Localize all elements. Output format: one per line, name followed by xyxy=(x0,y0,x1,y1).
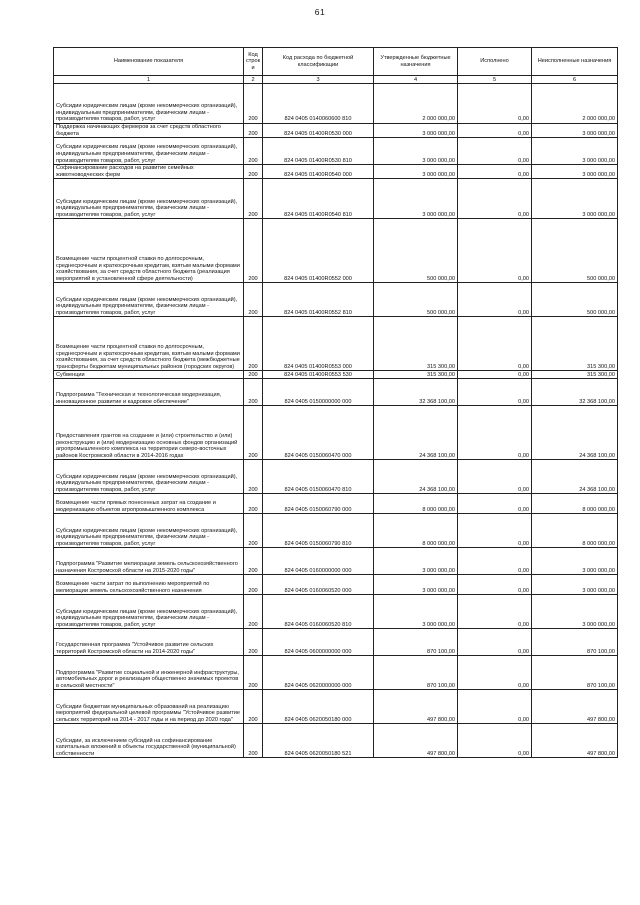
row-line-code-cell: 200 xyxy=(244,219,263,283)
row-name-cell: Государственная программа "Устойчивое развитие сельских территорий Костромской области на 2014-2020 годы" xyxy=(54,629,244,656)
column-number: 5 xyxy=(458,76,532,84)
row-line-code-cell: 200 xyxy=(244,690,263,724)
row-name-cell: Поддержка начинающих фермеров за счет средств областного бюджета xyxy=(54,124,244,138)
header-remaining: Неисполненные назначения xyxy=(532,48,618,76)
row-remaining-cell: 3 000 000,00 xyxy=(532,124,618,138)
row-executed-cell: 0,00 xyxy=(458,219,532,283)
row-executed-cell: 0,00 xyxy=(458,460,532,494)
row-expense-code-cell: 824 0405 0620050180 521 xyxy=(263,724,374,758)
row-approved-cell: 24 368 100,00 xyxy=(374,460,458,494)
row-remaining-cell: 8 000 000,00 xyxy=(532,514,618,548)
row-executed-cell: 0,00 xyxy=(458,629,532,656)
row-remaining-cell: 870 100,00 xyxy=(532,656,618,690)
row-line-code-cell: 200 xyxy=(244,548,263,575)
row-name-cell: Субсидии юридическим лицам (кроме некоммерческих организаций), индивидуальным предпринимателям, физическим лицам - производителям товаров, работ, услуг xyxy=(54,514,244,548)
row-line-code-cell: 200 xyxy=(244,371,263,379)
row-remaining-cell: 8 000 000,00 xyxy=(532,494,618,514)
row-approved-cell: 497 800,00 xyxy=(374,724,458,758)
row-expense-code-cell: 824 0405 01400R0552 810 xyxy=(263,283,374,317)
row-executed-cell: 0,00 xyxy=(458,124,532,138)
table-row xyxy=(54,514,618,548)
table-row xyxy=(54,656,618,690)
row-name-cell: Субсидии юридическим лицам (кроме некоммерческих организаций), индивидуальным предпринимателям, физическим лицам - производителям товаров, работ, услуг xyxy=(54,84,244,124)
budget-execution-table xyxy=(53,47,618,758)
table-row xyxy=(54,84,618,124)
row-line-code-cell: 200 xyxy=(244,379,263,406)
row-expense-code-cell: 824 0405 0150060470 000 xyxy=(263,406,374,460)
table-row xyxy=(54,575,618,595)
table-row xyxy=(54,629,618,656)
row-approved-cell: 3 000 000,00 xyxy=(374,165,458,179)
row-remaining-cell: 24 368 100,00 xyxy=(532,406,618,460)
table-row xyxy=(54,379,618,406)
row-executed-cell: 0,00 xyxy=(458,283,532,317)
row-expense-code-cell: 824 0405 0150000000 000 xyxy=(263,379,374,406)
table-row xyxy=(54,690,618,724)
row-expense-code-cell: 824 0405 01400R0553 000 xyxy=(263,317,374,371)
column-number: 1 xyxy=(54,76,244,84)
row-remaining-cell: 497 800,00 xyxy=(532,724,618,758)
row-remaining-cell: 3 000 000,00 xyxy=(532,575,618,595)
row-executed-cell: 0,00 xyxy=(458,84,532,124)
row-approved-cell: 500 000,00 xyxy=(374,283,458,317)
row-executed-cell: 0,00 xyxy=(458,406,532,460)
row-expense-code-cell: 824 0405 0160000000 000 xyxy=(263,548,374,575)
row-expense-code-cell: 824 0405 01400R0540 810 xyxy=(263,179,374,219)
row-line-code-cell: 200 xyxy=(244,283,263,317)
row-expense-code-cell: 824 0405 0620050180 000 xyxy=(263,690,374,724)
row-name-cell: Субсидии юридическим лицам (кроме некоммерческих организаций), индивидуальным предпринимателям, физическим лицам - производителям товаров, работ, услуг xyxy=(54,460,244,494)
row-expense-code-cell: 824 0405 0150060790 810 xyxy=(263,514,374,548)
page-number: 61 xyxy=(314,7,326,17)
row-expense-code-cell: 824 0405 01400R0530 000 xyxy=(263,124,374,138)
row-line-code-cell: 200 xyxy=(244,629,263,656)
row-name-cell: Возмещение части процентной ставки по долгосрочным, среднесрочным и краткосрочным кредитам, взятым малыми формами хозяйствования, за счет средств областного бюджета (реализация мероприятий в установленной сфере деятельности) xyxy=(54,219,244,283)
row-executed-cell: 0,00 xyxy=(458,371,532,379)
row-executed-cell: 0,00 xyxy=(458,165,532,179)
table-row xyxy=(54,548,618,575)
row-approved-cell: 2 000 000,00 xyxy=(374,84,458,124)
column-number-row xyxy=(54,76,618,84)
row-line-code-cell: 200 xyxy=(244,494,263,514)
table-row xyxy=(54,724,618,758)
row-expense-code-cell: 824 0405 0150060470 810 xyxy=(263,460,374,494)
header-approved: Утвержденные бюджетные назначения xyxy=(374,48,458,76)
row-remaining-cell: 3 000 000,00 xyxy=(532,548,618,575)
row-remaining-cell: 3 000 000,00 xyxy=(532,165,618,179)
row-line-code-cell: 200 xyxy=(244,124,263,138)
row-approved-cell: 3 000 000,00 xyxy=(374,595,458,629)
row-name-cell: Возмещение части затрат по выполнению мероприятий по мелиорации земель сельскохозяйственного назначения xyxy=(54,575,244,595)
row-remaining-cell: 315 300,00 xyxy=(532,371,618,379)
table-row xyxy=(54,138,618,165)
row-remaining-cell: 3 000 000,00 xyxy=(532,138,618,165)
header-expense-code: Код расхода по бюджетной классификации xyxy=(263,48,374,76)
row-expense-code-cell: 824 0405 0160060520 000 xyxy=(263,575,374,595)
row-line-code-cell: 200 xyxy=(244,514,263,548)
header-executed: Исполнено xyxy=(458,48,532,76)
table-row xyxy=(54,165,618,179)
row-approved-cell: 315 300,00 xyxy=(374,371,458,379)
row-approved-cell: 8 000 000,00 xyxy=(374,494,458,514)
row-executed-cell: 0,00 xyxy=(458,379,532,406)
row-line-code-cell: 200 xyxy=(244,84,263,124)
row-name-cell: Субсидии, за исключением субсидий на софинансирование капитальных вложений в объекты государственной (муниципальной) собственности xyxy=(54,724,244,758)
row-executed-cell: 0,00 xyxy=(458,690,532,724)
column-number: 4 xyxy=(374,76,458,84)
row-approved-cell: 3 000 000,00 xyxy=(374,124,458,138)
row-name-cell: Субсидии бюджетам муниципальных образований на реализацию мероприятий федеральной целевой программы "Устойчивое развитие сельских территорий на 2014 - 2017 годы и на период до 2020 года" xyxy=(54,690,244,724)
row-executed-cell: 0,00 xyxy=(458,317,532,371)
table-header-row xyxy=(54,48,618,76)
row-executed-cell: 0,00 xyxy=(458,494,532,514)
row-approved-cell: 32 368 100,00 xyxy=(374,379,458,406)
row-remaining-cell: 24 368 100,00 xyxy=(532,460,618,494)
row-approved-cell: 500 000,00 xyxy=(374,219,458,283)
row-name-cell: Подпрограмма "Развитие социальной и инженерной инфраструктуры, автомобильных дорог и реализация общественно значимых проектов в сельской местности" xyxy=(54,656,244,690)
row-line-code-cell: 200 xyxy=(244,138,263,165)
row-approved-cell: 3 000 000,00 xyxy=(374,138,458,165)
row-remaining-cell: 497 800,00 xyxy=(532,690,618,724)
table-body xyxy=(54,84,618,758)
row-remaining-cell: 500 000,00 xyxy=(532,283,618,317)
row-line-code-cell: 200 xyxy=(244,724,263,758)
row-expense-code-cell: 824 0405 01400R0553 530 xyxy=(263,371,374,379)
row-line-code-cell: 200 xyxy=(244,317,263,371)
table-row xyxy=(54,371,618,379)
row-approved-cell: 315 300,00 xyxy=(374,317,458,371)
row-remaining-cell: 2 000 000,00 xyxy=(532,84,618,124)
row-remaining-cell: 870 100,00 xyxy=(532,629,618,656)
row-line-code-cell: 200 xyxy=(244,460,263,494)
row-name-cell: Подпрограмма "Развитие мелиорации земель сельскохозяйственного назначения Костромской области на 2015-2020 годы" xyxy=(54,548,244,575)
row-expense-code-cell: 824 0405 0600000000 000 xyxy=(263,629,374,656)
row-executed-cell: 0,00 xyxy=(458,595,532,629)
table-row xyxy=(54,124,618,138)
table-row xyxy=(54,595,618,629)
row-expense-code-cell: 824 0405 01400R0540 000 xyxy=(263,165,374,179)
row-remaining-cell: 3 000 000,00 xyxy=(532,595,618,629)
row-remaining-cell: 3 000 000,00 xyxy=(532,179,618,219)
row-name-cell: Субсидии юридическим лицам (кроме некоммерческих организаций), индивидуальным предпринимателям, физическим лицам - производителям товаров, работ, услуг xyxy=(54,138,244,165)
row-name-cell: Возмещение части прямых понесенных затрат на создание и модернизацию объектов агропромышленного комплекса xyxy=(54,494,244,514)
row-expense-code-cell: 824 0405 0620000000 000 xyxy=(263,656,374,690)
row-expense-code-cell: 824 0405 0140060600 810 xyxy=(263,84,374,124)
row-line-code-cell: 200 xyxy=(244,165,263,179)
table-row xyxy=(54,406,618,460)
row-executed-cell: 0,00 xyxy=(458,548,532,575)
table-row xyxy=(54,460,618,494)
row-line-code-cell: 200 xyxy=(244,595,263,629)
row-line-code-cell: 200 xyxy=(244,179,263,219)
table-row xyxy=(54,317,618,371)
row-approved-cell: 3 000 000,00 xyxy=(374,548,458,575)
table-row xyxy=(54,219,618,283)
table-row xyxy=(54,283,618,317)
row-name-cell: Субвенции xyxy=(54,371,244,379)
row-name-cell: Возмещение части процентной ставки по долгосрочным, среднесрочным и краткосрочным кредитам, взятым малыми формами хозяйствования, за счет средств областного бюджета (межбюджетные трансферты бюджетам муниципальных районов (городских округов) xyxy=(54,317,244,371)
row-executed-cell: 0,00 xyxy=(458,514,532,548)
row-executed-cell: 0,00 xyxy=(458,724,532,758)
header-line-code: Код строк и xyxy=(244,48,263,76)
row-approved-cell: 497 800,00 xyxy=(374,690,458,724)
row-remaining-cell: 315 300,00 xyxy=(532,317,618,371)
row-approved-cell: 3 000 000,00 xyxy=(374,179,458,219)
row-approved-cell: 3 000 000,00 xyxy=(374,575,458,595)
row-approved-cell: 870 100,00 xyxy=(374,656,458,690)
row-name-cell: Субсидии юридическим лицам (кроме некоммерческих организаций), индивидуальным предпринимателям, физическим лицам - производителям товаров, работ, услуг xyxy=(54,283,244,317)
row-executed-cell: 0,00 xyxy=(458,179,532,219)
table-row xyxy=(54,179,618,219)
row-approved-cell: 8 000 000,00 xyxy=(374,514,458,548)
row-line-code-cell: 200 xyxy=(244,406,263,460)
row-line-code-cell: 200 xyxy=(244,656,263,690)
row-executed-cell: 0,00 xyxy=(458,138,532,165)
column-number: 2 xyxy=(244,76,263,84)
row-executed-cell: 0,00 xyxy=(458,656,532,690)
column-number: 6 xyxy=(532,76,618,84)
row-expense-code-cell: 824 0405 0160060520 810 xyxy=(263,595,374,629)
table-row xyxy=(54,494,618,514)
row-approved-cell: 24 368 100,00 xyxy=(374,406,458,460)
row-remaining-cell: 500 000,00 xyxy=(532,219,618,283)
header-indicator-name: Наименование показателя xyxy=(54,48,244,76)
row-name-cell: Предоставления грантов на создание и (или) строительство и (или) реконструкцию и (или) модернизацию основных фондов организаций агропромышленного комплекса на территории северо-восточных районов Костромской области в 2014-2016 годах xyxy=(54,406,244,460)
row-approved-cell: 870 100,00 xyxy=(374,629,458,656)
column-number: 3 xyxy=(263,76,374,84)
row-line-code-cell: 200 xyxy=(244,575,263,595)
row-expense-code-cell: 824 0405 0150060790 000 xyxy=(263,494,374,514)
row-name-cell: Софинансирование расходов на развитие семейных животноводческих ферм xyxy=(54,165,244,179)
row-name-cell: Подпрограмма "Техническая и технологическая модернизация, инновационное развитие и кадровое обеспечение" xyxy=(54,379,244,406)
row-name-cell: Субсидии юридическим лицам (кроме некоммерческих организаций), индивидуальным предпринимателям, физическим лицам - производителям товаров, работ, услуг xyxy=(54,179,244,219)
row-expense-code-cell: 824 0405 01400R0552 000 xyxy=(263,219,374,283)
row-name-cell: Субсидии юридическим лицам (кроме некоммерческих организаций), индивидуальным предпринимателям, физическим лицам - производителям товаров, работ, услуг xyxy=(54,595,244,629)
row-executed-cell: 0,00 xyxy=(458,575,532,595)
row-expense-code-cell: 824 0405 01400R0530 810 xyxy=(263,138,374,165)
row-remaining-cell: 32 368 100,00 xyxy=(532,379,618,406)
